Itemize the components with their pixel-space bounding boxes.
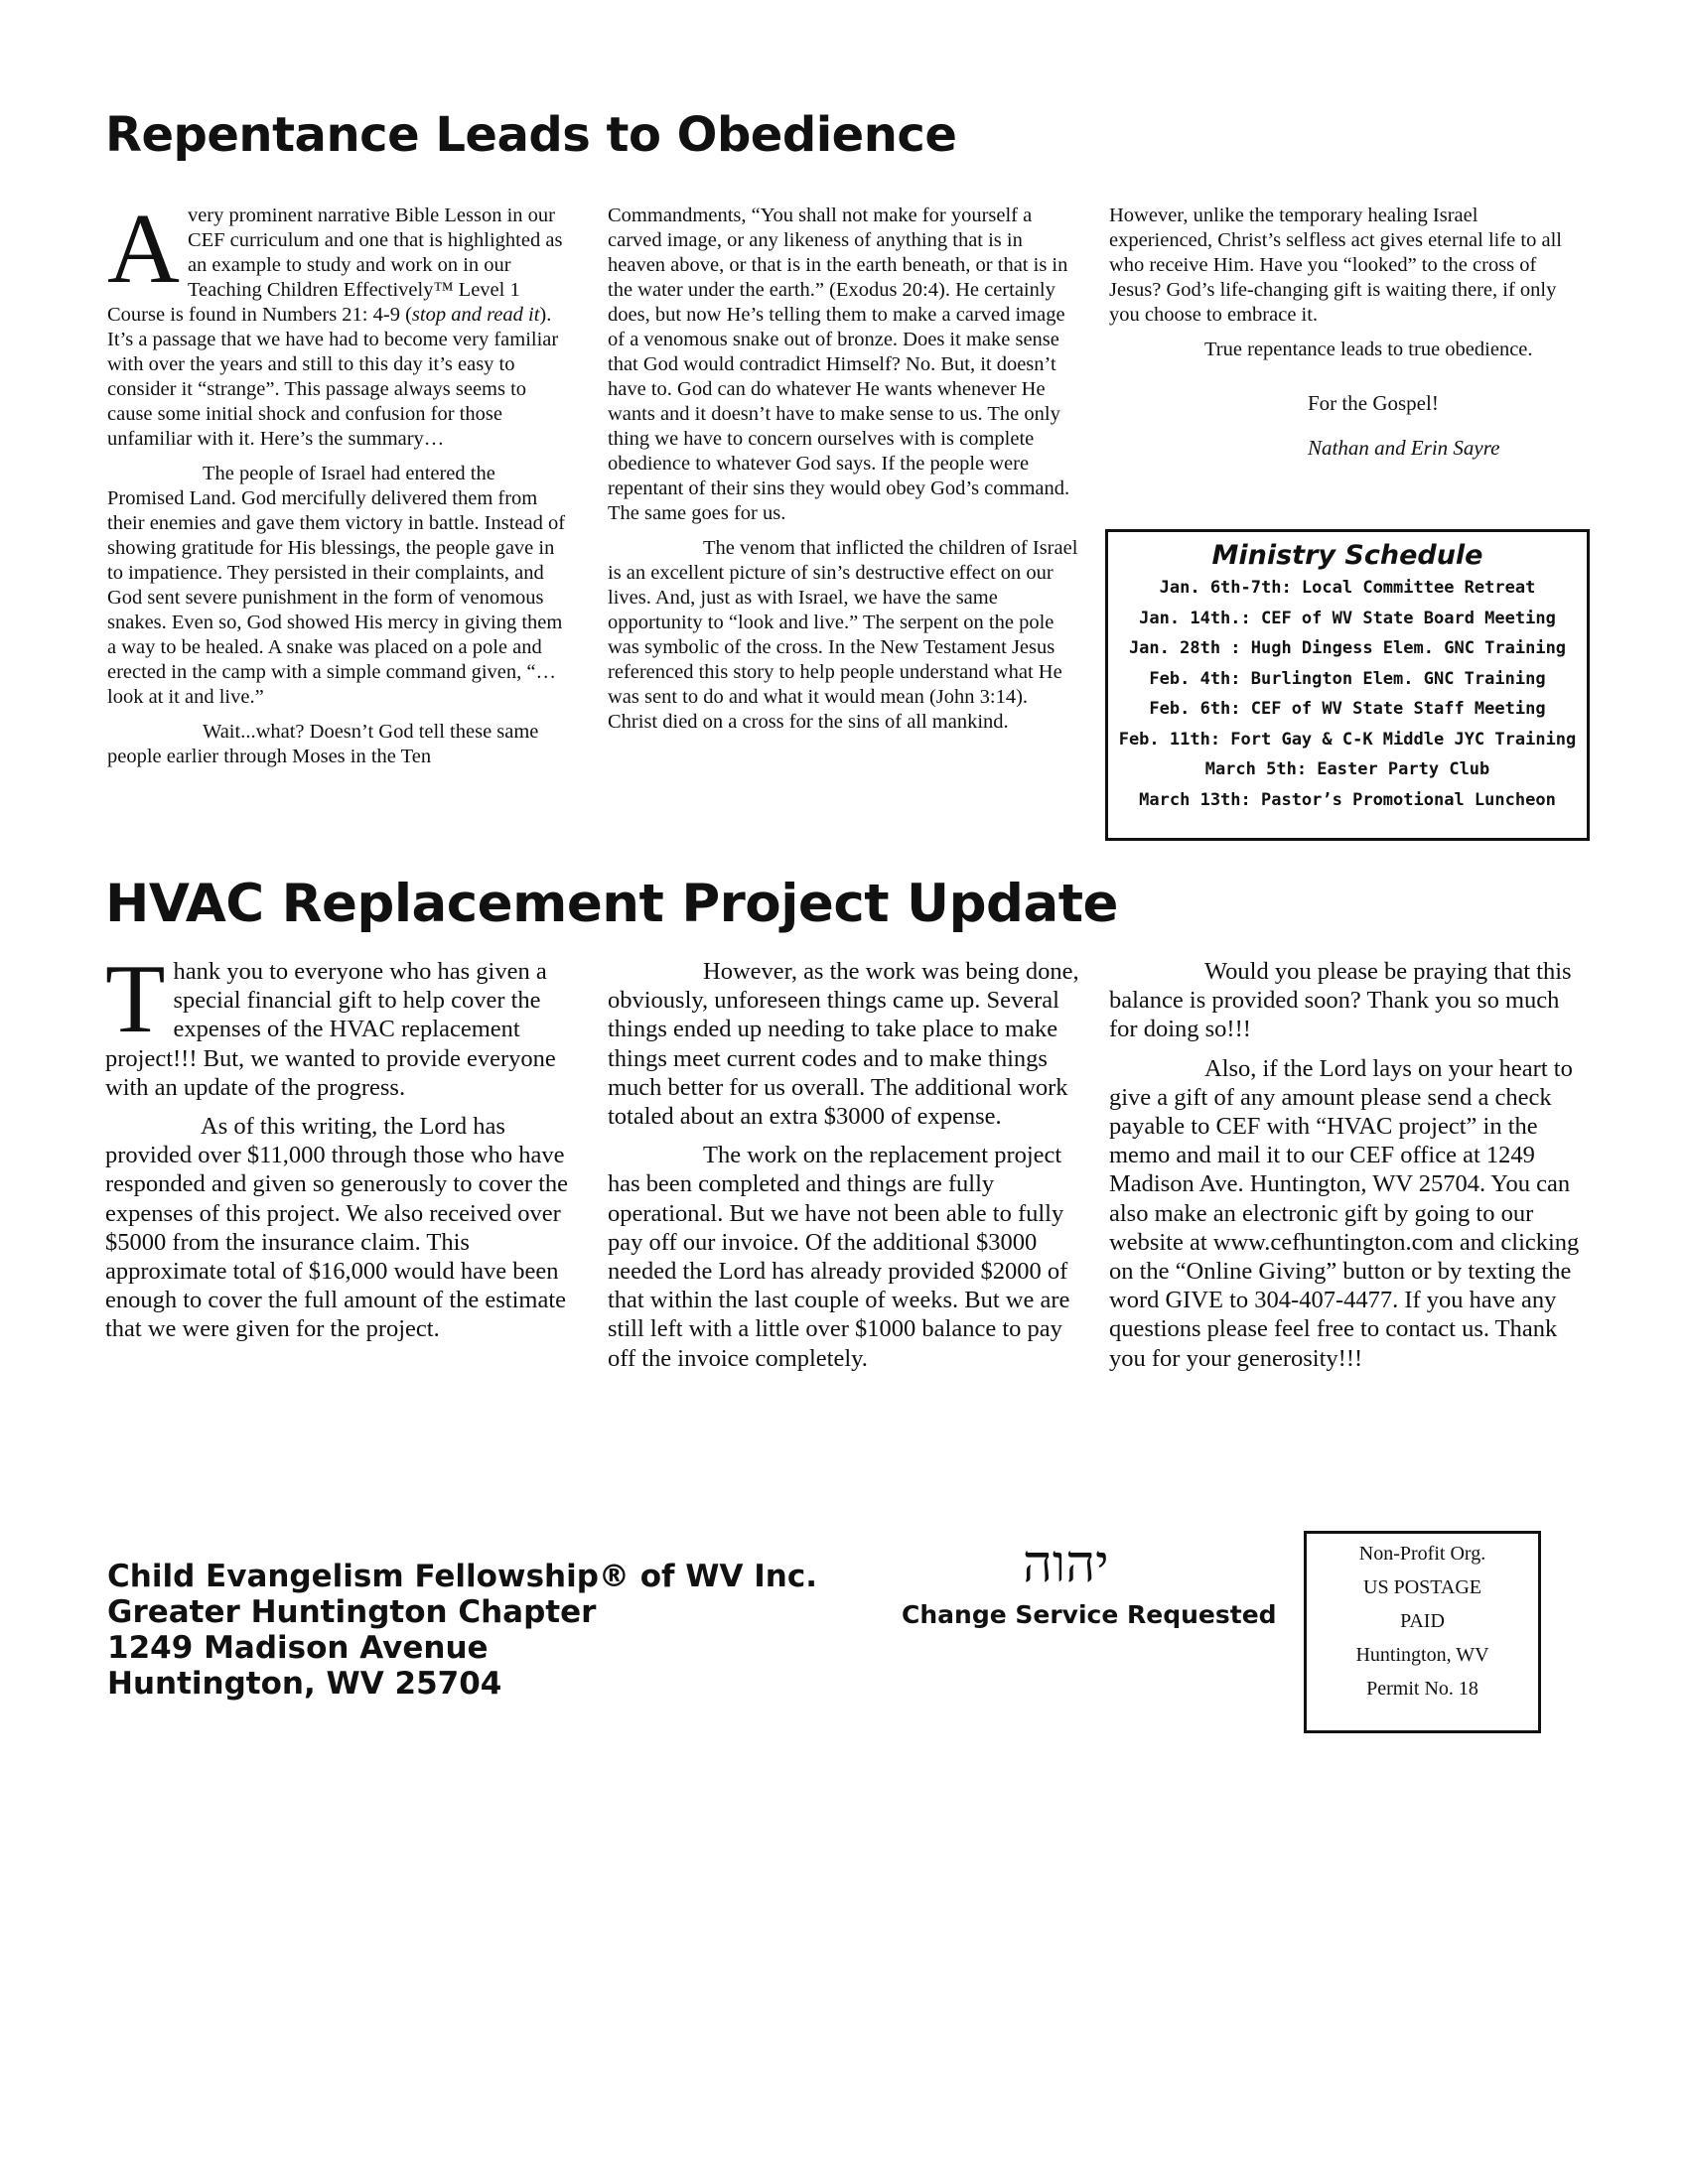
postage-line: Non-Profit Org. <box>1358 1543 1486 1565</box>
text-span: hank you to everyone who has given a special financial gift to help cover the expenses of the HVAC replacement project!!! But, we wanted to provide everyone with an update of the progress. <box>105 958 556 1101</box>
repentance-title: Repentance Leads to Obedience <box>105 107 957 163</box>
change-service-requested: Change Service Requested <box>902 1600 1277 1629</box>
drop-cap: A <box>107 193 180 304</box>
hvac-paragraph: However, as the work was being done, obviously, unforeseen things came up. Several things ended up needing to take place to make things meet current codes and to make things much better for us overall. The additional work totaled about an extra $3000 of expense. <box>608 958 1079 1131</box>
schedule-item: Feb. 6th: CEF of WV State Staff Meeting <box>1149 699 1546 719</box>
schedule-item: Jan. 6th-7th: Local Committee Retreat <box>1159 578 1536 598</box>
signoff: For the Gospel! <box>1308 391 1439 415</box>
address-line: 1249 Madison Avenue <box>107 1630 489 1666</box>
hvac-paragraph: The work on the replacement project has been completed and things are fully operational. But we have not been able to fully pay off our invoice. Of the additional $3000 needed the Lord has already provided $2000 of that within the last couple of weeks. But we are still left with a little over $1000 balance to pay off the invoice completely. <box>608 1142 1070 1372</box>
address-line: Huntington, WV 25704 <box>107 1666 502 1702</box>
repentance-paragraph: True repentance leads to true obedience. <box>1204 339 1533 360</box>
postage-line: Huntington, WV <box>1355 1644 1489 1666</box>
return-address <box>107 1559 817 1702</box>
repentance-paragraph <box>107 193 574 452</box>
schedule-item: Feb. 11th: Fort Gay & C-K Middle JYC Training <box>1118 729 1577 750</box>
hvac-paragraph <box>105 945 590 1102</box>
address-line: Greater Huntington Chapter <box>107 1594 597 1630</box>
schedule-item: Jan. 14th.: CEF of WV State Board Meeting <box>1139 608 1556 628</box>
signature: Nathan and Erin Sayre <box>1308 436 1500 460</box>
hvac-title: HVAC Replacement Project Update <box>105 874 1118 934</box>
address-line: Child Evangelism Fellowship® of WV Inc. <box>107 1559 818 1594</box>
hvac-column-3 <box>1109 957 1592 1383</box>
hvac-paragraph: As of this writing, the Lord has provided over $11,000 through those who have responded and given so generously to cover the expenses of this project. We also received over $5000 from the insurance claim. This approximate total of $16,000 would have been enough to cover the full amount of the estimate that we were given for the project. <box>105 1113 569 1343</box>
postage-line: US POSTAGE <box>1363 1576 1481 1598</box>
repentance-column-1 <box>107 193 574 779</box>
repentance-paragraph: Wait...what? Doesn’t God tell these same people earlier through Moses in the Ten <box>107 721 539 767</box>
hvac-column-2 <box>608 957 1084 1383</box>
hebrew-name: יהוה <box>1023 1535 1109 1594</box>
repentance-column-3 <box>1109 204 1576 476</box>
postage-indicia <box>1304 1531 1541 1733</box>
italic-text: stop and read it <box>411 304 540 326</box>
repentance-paragraph: The venom that inflicted the children of Israel is an excellent picture of sin’s destructive effect on our lives. And, just as with Israel, we have the same opportunity to “look and live.” The serpent on the pole was symbolic of the cross. In the New Testament Jesus referenced this story to help people understand what He was sent to do and what it would mean (John 3:14). Christ died on a cross for the sins of all mankind. <box>608 537 1078 733</box>
schedule-item: March 13th: Pastor’s Promotional Luncheon <box>1139 789 1556 810</box>
repentance-paragraph: However, unlike the temporary healing Israel experienced, Christ’s selfless act gives eternal life to all who receive Him. Have you “looked” to the cross of Jesus? God’s life-changing gift is waiting there, if only you choose to embrace it. <box>1109 205 1562 326</box>
hvac-column-1 <box>105 945 590 1354</box>
repentance-column-2 <box>608 204 1079 745</box>
schedule-item: Feb. 4th: Burlington Elem. GNC Training <box>1149 668 1546 689</box>
schedule-list <box>1108 573 1587 815</box>
repentance-paragraph: The people of Israel had entered the Promised Land. God mercifully delivered them from their enemies and gave them victory in battle. Instead of showing gratitude for His blessings, the people gave in to impatience. They persisted in their complaints, and God sent severe punishment in the form of venomous snakes. Even so, God showed His mercy in giving them a way to be healed. A snake was placed on a pole and erected in the camp with a simple command given, “…look at it and live.” <box>107 463 566 708</box>
schedule-item: March 5th: Easter Party Club <box>1204 759 1490 779</box>
hvac-paragraph: Also, if the Lord lays on your heart to give a gift of any amount please send a check payable to CEF with “HVAC project” in the memo and mail it to our CEF office at 1249 Madison Ave. Huntington, WV 25704. You can also make an electronic gift by going to our website at www.cefhuntington.com and clicking on the “Online Giving” button or by texting the word GIVE to 304-407-4477. If you have any questions please feel free to contact us. Thank you for your generosity!!! <box>1109 1054 1580 1372</box>
ministry-schedule-box <box>1105 529 1590 841</box>
text-span: very prominent narrative Bible Lesson in our CEF curriculum and one that is highlighted as an example to study and work on in our Teaching Children Effectively™ Level 1 Course is found in Numbers 21: 4-9 ( <box>107 205 563 326</box>
schedule-title: Ministry Schedule <box>1211 540 1483 571</box>
postage-line: Permit No. 18 <box>1366 1678 1478 1700</box>
drop-cap: T <box>105 945 166 1053</box>
schedule-item: Jan. 28th : Hugh Dingess Elem. GNC Training <box>1128 638 1567 658</box>
repentance-paragraph: Commandments, “You shall not make for yourself a carved image, or any likeness of anything that is in heaven above, or that is in the earth beneath, or that is in the water under the earth.” (Exodus 20:4). He certainly does, but now He’s telling them to make a carved image of a venomous snake out of bronze. Does it make sense that God would contradict Himself? No. But, it doesn’t have to. God can do whatever He wants whenever He wants and it doesn’t have to make sense to us. The only thing we have to concern ourselves with is complete obedience to whatever God says. If the people were repentant of their sins they would obey God’s command. The same goes for us. <box>608 205 1070 524</box>
postage-line: PAID <box>1400 1610 1445 1632</box>
text-span: ). It’s a passage that we have had to become very familiar with over the years and still to this day it’s easy to consider it “strange”. This passage always seems to cause some initial shock and confusion for those unfamiliar with it. Here’s the summary… <box>107 304 559 450</box>
hvac-paragraph: Would you please be praying that this balance is provided soon? Thank you so much for doing so!!! <box>1109 958 1572 1043</box>
